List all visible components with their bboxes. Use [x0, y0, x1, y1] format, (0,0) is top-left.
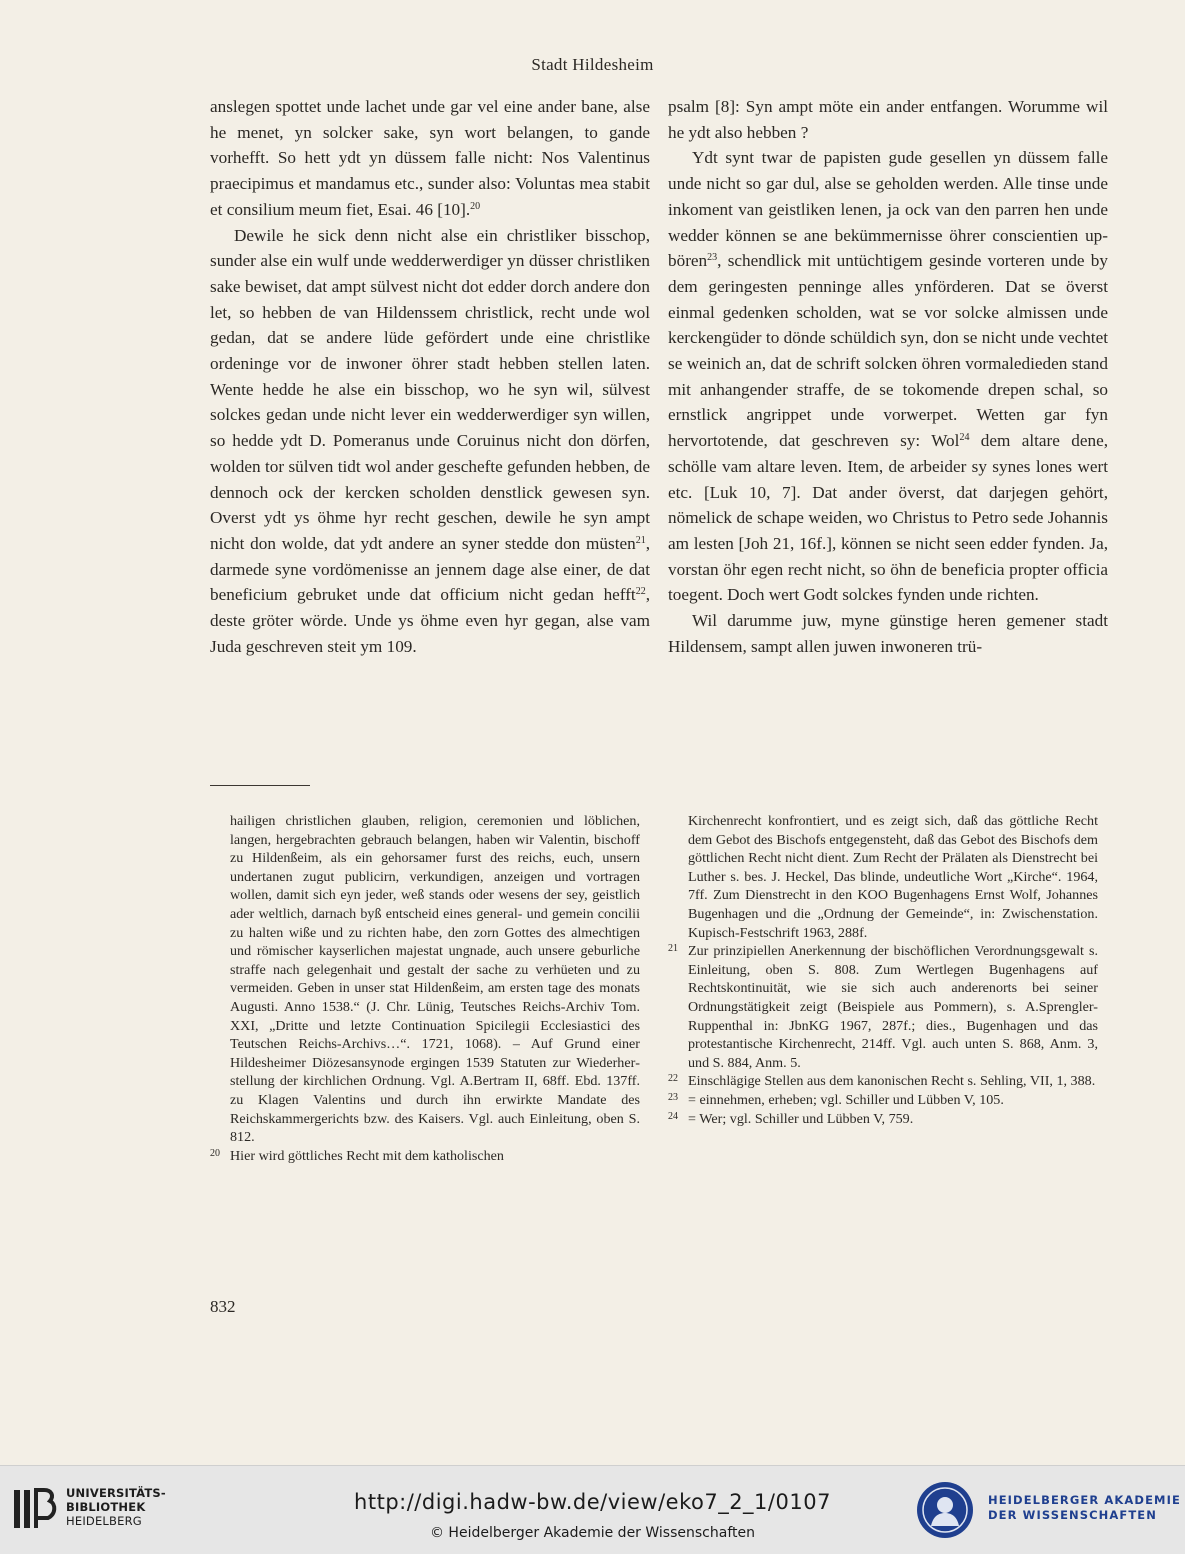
- main-text-left-column: [210, 94, 650, 659]
- footnote-number: 21: [668, 943, 678, 955]
- text-run: , schendlick mit untüchtigem gesinde vorteren unde by dem geringesten penninge alles ynförderen. Dat se överst einmal gedenken scholden, wat se vor solcke almissen unde kerckengüder to dönde schüldich syn, don se nicht unde vechtet se weinich an, dat de schrift solcken öhren vormaledieden stand mit anhangender straffe, de se tokomende drepen schal, so ernstlick angrippet unde vorwerpet. Wetten gar fyn hervortotende, dat geschreven sy: Wol: [668, 251, 1108, 451]
- paragraph: [668, 94, 1108, 145]
- footnote: [210, 812, 640, 1147]
- footnote-text: = Wer; vgl. Schiller und Lübben V, 759.: [688, 1110, 914, 1127]
- footnote-reference[interactable]: 22: [635, 586, 646, 598]
- text-run: dem altare dene, schölle vam altare leven. Item, de arbeider sy synes lones wert etc. [Luk 10, 7]. Dat ander överst, dat darjegen gehört, nömelick de schape weiden, wo Christus to Petro sede Johannis am lesten [Joh 21, 16f.], können se nicht seen edder fynden. Ja, vorstan öhr egen recht nicht, so öhn de beneficia propter officia toegent. Doch wert Godt solckes fynden unde richten.: [668, 431, 1108, 605]
- footnote-text: Zur prinzipiellen Anerkennung der bischöflichen Verordnungsgewalt s. Einleitung, oben S. 808. Zum Wertlegen Bugenhagens auf Rechtskontinuität, wie sie sich auch anderenorts bei seiner Ordnungstätigkeit zeigt (Beispiele aus Pommern), s. A.Sprengler-Ruppenthal in: JbnKG 1967, 287f.; dies., Bugenhagen und das protestantische Kirchenrecht, 214ff. Vgl. auch unten S. 868, Anm. 3, und S. 884, Anm. 5.: [688, 943, 1098, 1071]
- footnote-number: 23: [668, 1091, 678, 1103]
- footnote-text: = einnehmen, erheben; vgl. Schiller und Lübben V, 105.: [688, 1091, 1004, 1108]
- footnote: [668, 1091, 1098, 1110]
- paragraph: [210, 94, 650, 223]
- footnote: [668, 1110, 1098, 1129]
- footnotes-left-column: [210, 812, 640, 1165]
- academy-line-1: HEIDELBERGER AKADEMIE: [988, 1493, 1181, 1507]
- footnote-number: 20: [210, 1147, 220, 1159]
- footnote-text: Einschlägige Stellen aus dem kanonischen Recht s. Sehling, VII, 1, 388.: [688, 1073, 1096, 1090]
- footnote-number: 24: [668, 1110, 678, 1122]
- page-number: 832: [210, 1297, 236, 1316]
- footnote-separator: [210, 785, 310, 786]
- paragraph: [668, 608, 1108, 659]
- footnote-text: hailigen christlichen glauben, religion, ceremonien und löblichen, langen, hergebrachten gebrauch belangen, haben wir Valentin, bischoff zu Hildenßeim, als ein gehorsamer furst des reichs, euch, unsern undertanen zugut publicirn, verkundigen, anzeigen und vortragen wollen, damit sich eyn jeder, weß stands oder wesens der sey, geistlich ader weltlich, darnach byß entscheid eines general- und gemein concilii zu halten wiße und zu richten habe, den zorn Gottes des almechtigen und römischer kayserlichen majestat ungnade, auch unsere geburliche straffe nach gelegenhait und gestalt der sache zu verhüeten und zu vermeiden. Geben in unser stat Hildenßeim, am ersten tage des monats Augusti. Anno 1538.“ (J. Chr. Lünig, Teutsches Reichs-Archiv Tom. XXI, „Dritte und letzte Continuation Spicilegii Ecclesiastici des Teutschen Reichs-Archivs…“. 1721, 1068). – Auf Grund einer Hildesheimer Diözesansynode ergingen 1539 Statuten zur Wiederherstellung der kirchlichen Ordnung. Vgl. A.Bertram II, 68ff. Ebd. 137ff. zu Klagen Valentins und durch ihn erwirkte Mandate des Reichskammergerichts bzw. des Kaisers. Vgl. auch Einleitung, oben S. 812.: [230, 813, 640, 1146]
- text-run: anslegen spottet unde lachet unde gar vel eine ander bane, alse he menet, yn solcker sake, syn wort belangen, to gande vorhefft. So hett ydt yn düssem falle nicht: Nos Valentinus praecipimus et mandamus etc., sunder also: Voluntas mea stabit et consilium meum fiet, Esai. 46 [10].: [210, 97, 650, 219]
- footnote-reference[interactable]: 24: [959, 432, 970, 444]
- text-run: Dewile he sick denn nicht alse ein christliker bisschop, sunder alse ein wulf unde wedderwerdiger yn düsser christliken sake bewiset, dat ampt sülvest nicht dot edder dorch andere don let, so hebben de van Hildenssem christlick, recht unde wol gedan, dat se andere lüde gefördert unde eine christlike ordeninge vor de inwoner öhrer stadt hebben stellen laten. Wente hedde he alse ein bisschop, wo he syn wil, sülvest solckes gedan unde nicht lever ein wedderwerdiger syn willen, so hedde ydt D. Pomeranus unde Coruinus nicht don dörfen, wolden tor sülven tidt wol ander geschefte gefunden hebben, de dennoch ock der kercken scholden denstlick gewesen syn. Overst ydt ys öhme hyr recht geschen, dewile he syn ampt nicht don wolde, dat ydt andere an syner stedde don müsten: [210, 225, 650, 553]
- paragraph: [668, 145, 1108, 608]
- footer-bar: [0, 1465, 1185, 1554]
- footnote-reference[interactable]: 23: [707, 252, 718, 264]
- text-run: , darmede syne vordömenisse an jennem dage alse einer, de dat beneficium gebruket unde dat officium nicht gedan hefft: [210, 533, 650, 605]
- text-run: Ydt synt twar de papisten gude gesellen yn düssem falle unde nicht so gar dul, alse se geholden werden. Alle tinse unde inkoment van geistliken lenen, ja ock van den parren hen unde wedder können se ane bekümmernisse öhrer conscientien upbören: [668, 148, 1108, 271]
- main-text-right-column: [668, 94, 1108, 659]
- ub-line-2: BIBLIOTHEK: [66, 1500, 146, 1514]
- footnote: [668, 812, 1098, 942]
- text-run: , deste gröter wörde. Unde ys öhme even hyr gegan, alse vam Juda geschreven steit ym 109.: [210, 585, 650, 656]
- footnote: [210, 1147, 640, 1166]
- text-run: psalm [8]: Syn ampt möte ein ander entfangen. Worumme wil he ydt also hebben ?: [668, 97, 1108, 142]
- academy-name: [988, 1493, 1181, 1523]
- footnote-reference[interactable]: 21: [635, 534, 646, 546]
- permalink-url[interactable]: http://digi.hadw-bw.de/view/eko7_2_1/0107: [354, 1490, 831, 1514]
- footnote-text: Kirchenrecht konfrontiert, und es zeigt sich, daß das göttliche Recht dem Gebot des Bischofs entgegensteht, daß das Gebot des Bischofs dem göttlichen Recht nicht dient. Zum Recht der Prälaten als Dienstrecht bei Luther s. bes. J. Heckel, Das blinde, undeutliche Wort „Kirche“. 1964, 7ff. Zum Dienstrecht in den KOO Bugenhagens Ernst Wolf, Johannes Bugenhagen und die „Ordnung der Gemeinde“, in: Zwischenstation. Kupisch-Festschrift 1963, 288f.: [688, 813, 1098, 941]
- academy-line-2: DER WISSENSCHAFTEN: [988, 1508, 1157, 1522]
- ub-line-1: UNIVERSITÄTS-: [66, 1486, 166, 1500]
- footnote-number: 22: [668, 1073, 678, 1085]
- academy-seal-icon: [915, 1480, 975, 1540]
- running-head: Stadt Hildesheim: [531, 55, 654, 74]
- footnote: [668, 942, 1098, 1072]
- footnote-text: Hier wird göttliches Recht mit dem katholischen: [230, 1147, 504, 1164]
- footnote-reference[interactable]: 20: [470, 200, 481, 212]
- text-run: Wil darumme juw, myne günstige heren gemener stadt Hildensem, sampt allen juwen inwoneren trü-: [668, 611, 1108, 656]
- footnotes-right-column: [668, 812, 1098, 1128]
- copyright-notice: © Heidelberger Akademie der Wissenschaften: [429, 1525, 755, 1541]
- ub-line-3: HEIDELBERG: [66, 1514, 142, 1528]
- footnote: [668, 1072, 1098, 1091]
- paragraph: [210, 223, 650, 660]
